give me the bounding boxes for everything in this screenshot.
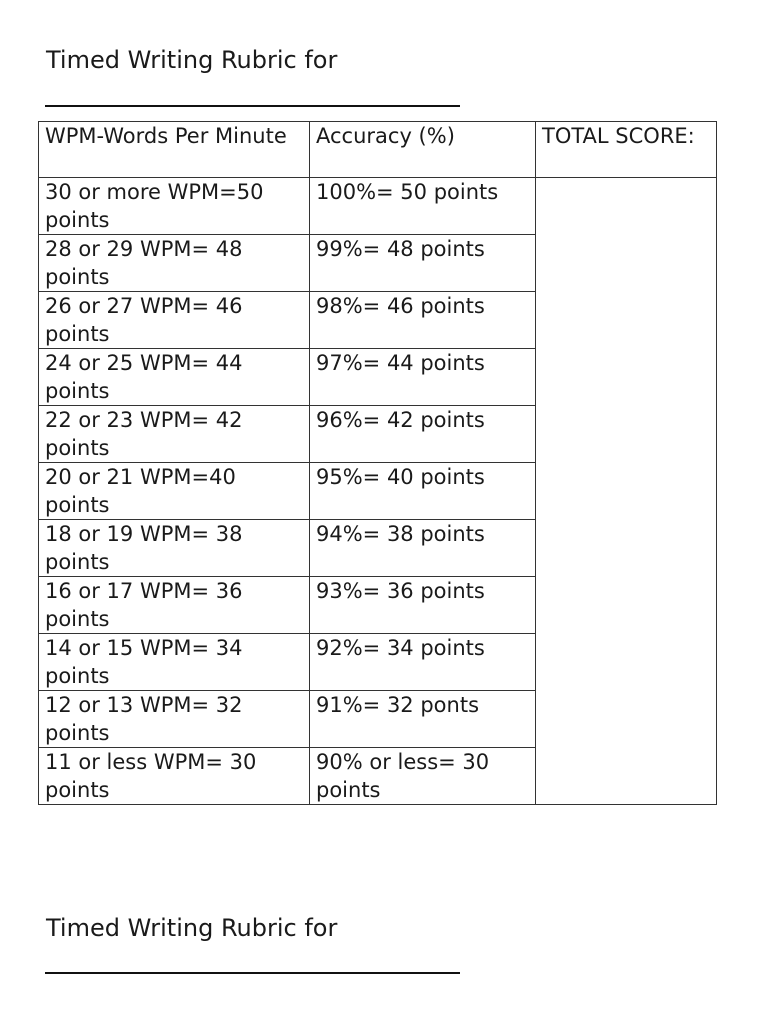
- wpm-cell: 11 or less WPM= 30 points: [39, 748, 310, 805]
- rubric-table: [38, 121, 717, 805]
- name-blank-line-second: [45, 972, 460, 974]
- table-header-row: [39, 122, 717, 178]
- wpm-cell: 26 or 27 WPM= 46 points: [39, 292, 310, 349]
- wpm-cell: 24 or 25 WPM= 44 points: [39, 349, 310, 406]
- total-score-cell: [536, 178, 717, 805]
- wpm-cell: 14 or 15 WPM= 34 points: [39, 634, 310, 691]
- header-wpm: WPM-Words Per Minute: [39, 122, 310, 178]
- wpm-cell: 16 or 17 WPM= 36 points: [39, 577, 310, 634]
- accuracy-cell: 94%= 38 points: [310, 520, 536, 577]
- accuracy-cell: 100%= 50 points: [310, 178, 536, 235]
- rubric-title: Timed Writing Rubric for: [46, 46, 338, 74]
- header-accuracy: Accuracy (%): [310, 122, 536, 178]
- header-total-score: TOTAL SCORE:: [536, 122, 717, 178]
- wpm-cell: 30 or more WPM=50 points: [39, 178, 310, 235]
- wpm-cell: 22 or 23 WPM= 42 points: [39, 406, 310, 463]
- accuracy-cell: 91%= 32 ponts: [310, 691, 536, 748]
- name-blank-line: [45, 105, 460, 107]
- wpm-cell: 20 or 21 WPM=40 points: [39, 463, 310, 520]
- wpm-cell: 28 or 29 WPM= 48 points: [39, 235, 310, 292]
- wpm-cell: 18 or 19 WPM= 38 points: [39, 520, 310, 577]
- accuracy-cell: 95%= 40 points: [310, 463, 536, 520]
- accuracy-cell: 97%= 44 points: [310, 349, 536, 406]
- accuracy-cell: 92%= 34 points: [310, 634, 536, 691]
- accuracy-cell: 90% or less= 30 points: [310, 748, 536, 805]
- accuracy-cell: 98%= 46 points: [310, 292, 536, 349]
- accuracy-cell: 96%= 42 points: [310, 406, 536, 463]
- table-row: [39, 178, 717, 235]
- accuracy-cell: 99%= 48 points: [310, 235, 536, 292]
- wpm-cell: 12 or 13 WPM= 32 points: [39, 691, 310, 748]
- accuracy-cell: 93%= 36 points: [310, 577, 536, 634]
- rubric-title-second: Timed Writing Rubric for: [46, 914, 338, 942]
